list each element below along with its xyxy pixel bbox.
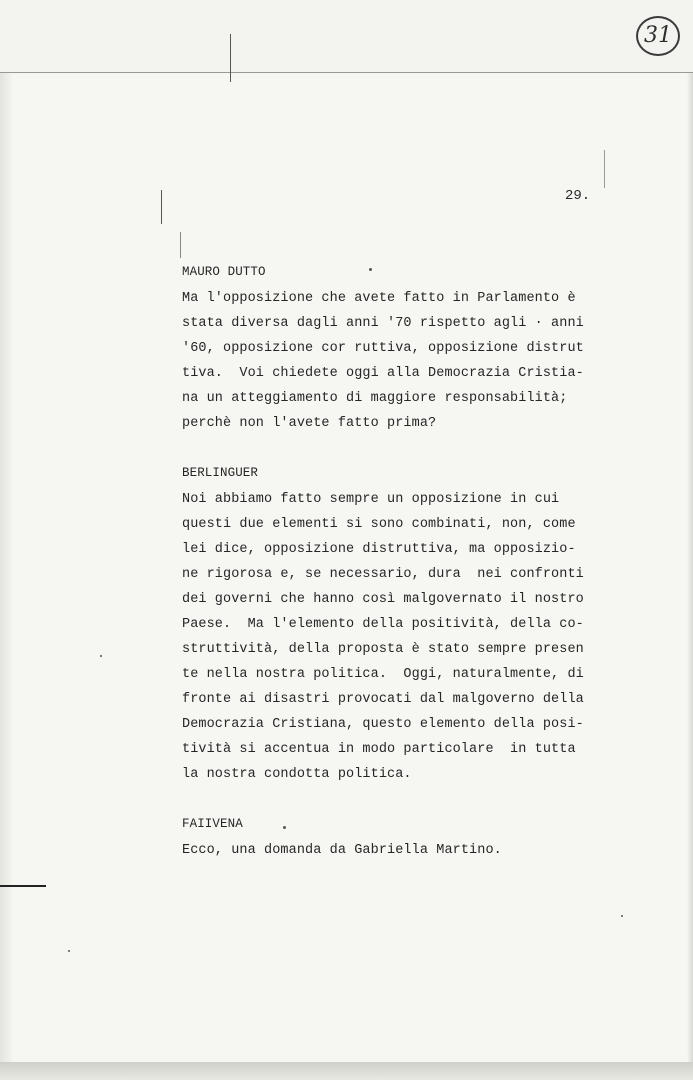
scan-mark [180,232,181,258]
scan-speck [100,655,102,657]
margin-rule [0,885,46,887]
text-line: struttività, della proposta è stato sempre presen [182,642,584,657]
text-line: na un atteggiamento di maggiore responsabilità; [182,391,568,406]
speaker-name: MAURO DUTTO [182,265,266,279]
text-line: perchè non l'avete fatto prima? [182,416,437,431]
text-line: questi due elementi si sono combinati, non, come [182,517,576,532]
page-top-strip [0,0,693,73]
scan-speck [68,950,70,952]
text-line: la nostra condotta politica. [182,767,412,782]
text-line: dei governi che hanno così malgovernato il nostro [182,592,584,607]
page-bottom-edge [0,1062,693,1080]
text-line: tiva. Voi chiedete oggi alla Democrazia Cristia- [182,366,584,381]
folio-number: 31 [636,16,680,56]
text-line: lei dice, opposizione distruttiva, ma opposizio- [182,542,576,557]
text-line: ne rigorosa e, se necessario, dura nei confronti [182,567,584,582]
speaker-name: BERLINGUER [182,466,259,480]
text-line: Democrazia Cristiana, questo elemento della posi- [182,717,584,732]
page-left-edge [0,0,14,1080]
page-right-edge [687,0,693,1080]
scan-speck [283,826,286,829]
scan-mark [230,34,231,82]
page-number: 29. [565,188,591,204]
scan-speck [369,268,372,271]
speaker-name: FAIIVENA [182,817,243,831]
text-line: tività si accentua in modo particolare in tutta [182,742,576,757]
scan-speck [621,915,623,917]
text-line: stata diversa dagli anni '70 rispetto agli · anni [182,316,584,331]
text-line: Paese. Ma l'elemento della positività, della co- [182,617,584,632]
scan-mark [604,150,605,188]
text-line: '60, opposizione cor ruttiva, opposizione distrut [182,341,584,356]
text-line: Ma l'opposizione che avete fatto in Parlamento è [182,291,576,306]
text-line: te nella nostra politica. Oggi, naturalmente, di [182,667,584,682]
scan-mark [161,190,162,224]
text-line: Ecco, una domanda da Gabriella Martino. [182,843,502,858]
text-line: Noi abbiamo fatto sempre un opposizione in cui [182,492,560,507]
text-line: fronte ai disastri provocati dal malgoverno della [182,692,584,707]
